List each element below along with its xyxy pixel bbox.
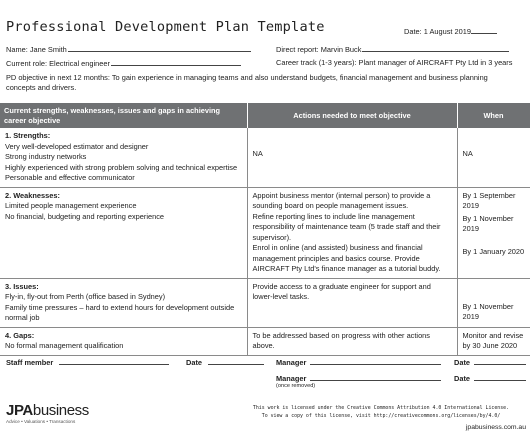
name-underline <box>68 44 251 52</box>
manager-once-removed-date-underline <box>474 373 526 381</box>
manager-once-removed-date-label: Date <box>454 374 471 383</box>
action-item: Refine reporting lines to include line management responsibility of maintenance team (5 trade staff and their supervisor). <box>252 211 441 242</box>
manager-signature[interactable] <box>276 357 441 367</box>
header-actions: Actions needed to meet objective <box>247 103 457 128</box>
jpabusiness-logo <box>6 403 89 425</box>
weaknesses-item: No financial, budgeting and reporting experience <box>5 211 165 221</box>
logo-wordmark <box>6 403 89 418</box>
manager-once-removed-signature[interactable] <box>276 373 441 391</box>
issues-title: 3. Issues: <box>5 281 39 291</box>
name-field[interactable] <box>6 44 251 54</box>
strengths-item: Personable and effective communicator <box>5 173 135 183</box>
manager-underline <box>310 357 441 365</box>
table-row-strengths <box>0 128 530 187</box>
table-row-issues <box>0 278 530 327</box>
gaps-cell <box>0 327 247 355</box>
gaps-title: 4. Gaps: <box>5 330 35 340</box>
staff-date-underline <box>208 357 264 365</box>
header-strengths-gaps: Current strengths, weaknesses, issues and gaps in achieving career objective <box>0 103 247 128</box>
gaps-item: No formal management qualification <box>5 341 124 351</box>
header-when: When <box>457 103 530 128</box>
name-label: Name: Jane Smith <box>6 45 67 54</box>
strengths-item: Highly experienced with strong problem solving and technical expertise <box>5 162 238 172</box>
manager-once-removed-date-field[interactable] <box>454 373 526 383</box>
strengths-item: Strong industry networks <box>5 152 87 162</box>
staff-member-underline <box>59 357 169 365</box>
direct-report-field[interactable] <box>276 44 509 54</box>
strengths-title: 1. Strengths: <box>5 131 51 140</box>
direct-report-underline <box>362 44 509 52</box>
direct-report-label: Direct report: Marvin Buck <box>276 45 362 54</box>
weaknesses-cell <box>0 187 247 278</box>
staff-date-label: Date <box>186 358 203 367</box>
license-line: This work is licensed under the Creative Commons Attribution 4.0 International License. <box>252 405 510 411</box>
license-line[interactable]: To view a copy of this license, visit http://creativecommons.org/licenses/by/4.0/ <box>261 412 501 419</box>
career-track-label: Career track (1-3 years): Plant manager of AIRCRAFT Pty Ltd in 3 years <box>276 58 513 67</box>
weaknesses-actions <box>247 187 457 278</box>
manager-once-removed-underline <box>310 373 441 381</box>
gaps-actions: To be addressed based on progress with other actions above. <box>247 327 457 355</box>
staff-member-signature[interactable] <box>6 357 169 367</box>
table-row-weaknesses <box>0 187 530 278</box>
manager-label: Manager <box>276 358 307 367</box>
issues-actions: Provide access to a graduate engineer for support and lower-level tasks. <box>247 278 457 327</box>
issues-item: Fly-in, fly-out from Perth (office based in Sydney) <box>5 292 166 302</box>
manager-once-removed-label: Manager <box>276 374 307 383</box>
manager-date-field[interactable] <box>454 357 526 367</box>
manager-date-label: Date <box>454 358 471 367</box>
issues-cell <box>0 278 247 327</box>
weaknesses-item: Limited people management experience <box>5 201 137 211</box>
action-item: Appoint business mentor (internal person) to provide a sounding board on people management issues. <box>252 190 431 211</box>
development-plan-table <box>0 103 530 356</box>
date-underline <box>471 26 497 34</box>
pd-objective: PD objective in next 12 months: To gain experience in managing teams and also understand budgets, financial management and business planning concepts and drivers. <box>6 73 488 93</box>
strengths-actions: NA <box>247 128 457 187</box>
staff-member-label: Staff member <box>6 358 54 367</box>
when-item: By 1 November 2019 <box>462 213 514 234</box>
issues-item: Family time pressures – hard to extend hours for development outside normal job <box>5 302 235 323</box>
website-link[interactable]: jpabusiness.com.au <box>465 424 526 431</box>
gaps-when: Monitor and revise by 30 June 2020 <box>457 327 530 355</box>
issues-when: By 1 November 2019 <box>457 278 530 327</box>
current-role-underline <box>111 58 241 66</box>
when-item: By 1 January 2020 <box>462 246 525 256</box>
page-title: Professional Development Plan Template <box>6 19 325 35</box>
date-field[interactable] <box>404 26 497 36</box>
date-label: Date: 1 August 2019 <box>404 27 471 36</box>
manager-date-underline <box>474 357 526 365</box>
current-role-field[interactable] <box>6 58 241 68</box>
once-removed-note: (once removed) <box>276 383 316 390</box>
staff-date-field[interactable] <box>186 357 264 367</box>
strengths-item: Very well-developed estimator and designer <box>5 141 149 151</box>
career-track-field[interactable] <box>276 58 512 67</box>
table-row-gaps <box>0 327 530 355</box>
weaknesses-title: 2. Weaknesses: <box>5 190 60 200</box>
logo-main: JPA <box>6 402 33 419</box>
strengths-cell <box>0 128 247 187</box>
logo-tagline: Advice • Valuations • Transactions <box>6 419 76 424</box>
action-item: Enrol in online (and assisted) business and financial management principles and basics course. Provide AIRCRAFT Pty Ltd's finance manager as a tutorial buddy. <box>252 243 441 274</box>
weaknesses-when <box>457 187 530 278</box>
strengths-when: NA <box>457 128 530 187</box>
table-header-row <box>0 103 530 128</box>
when-item: By 1 September 2019 <box>462 190 516 211</box>
current-role-label: Current role: Electrical engineer <box>6 59 110 68</box>
logo-rest: business <box>32 402 89 419</box>
license-notice <box>236 405 526 420</box>
